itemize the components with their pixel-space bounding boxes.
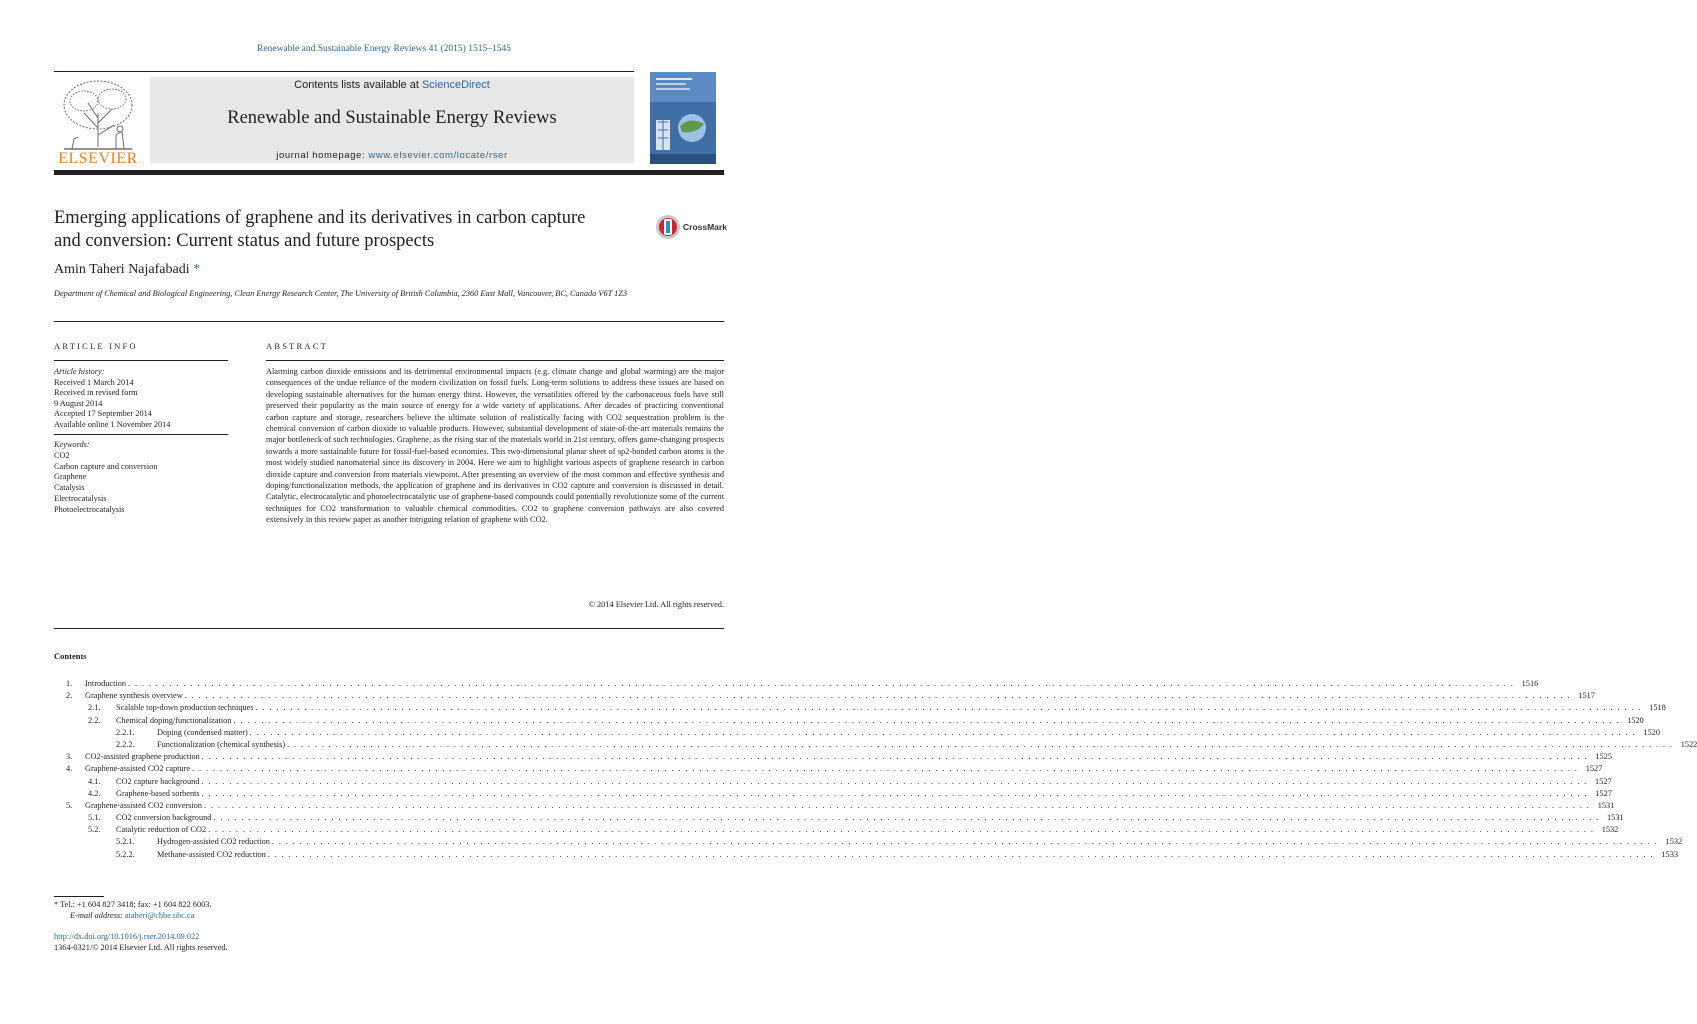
toc-entry[interactable] [54, 813, 1624, 825]
history-entry: Available online 1 November 2014 [54, 419, 171, 429]
article-info-heading: ARTICLE INFO [54, 341, 138, 351]
toc-entry[interactable] [54, 679, 1539, 691]
toc-entry-title[interactable]: Graphene synthesis overview [85, 691, 183, 701]
toc-entry-title[interactable]: Hydrogen-assisted CO2 reduction [157, 837, 270, 847]
toc-entry-page: 1527 [1595, 776, 1612, 786]
contents-heading: Contents [54, 651, 87, 661]
toc-entry-title[interactable]: Functionalization (chemical synthesis) [157, 739, 286, 749]
doi-block [54, 931, 228, 953]
toc-leader-dots: . . . . . . . . . . . . . . . . . . . . . . . . . . . . . . . . . . . . . . . . . . . . . . . . . . . . . . . . . . . . . . . . . . . . . . . . . . . . . . . . . . . . . . . . . . . . . . . . . . . . . . . . . . . . . . . . . . . . . . . . . . . . . . . . . . . . . . . . . . . . . . . . . . . . . . . . . . . . . . . . . . . . . . . . . . . . . . . . . . . . . . . . . . . . . . . . . . . . . . . . [201, 776, 1588, 786]
toc-leader-dots: . . . . . . . . . . . . . . . . . . . . . . . . . . . . . . . . . . . . . . . . . . . . . . . . . . . . . . . . . . . . . . . . . . . . . . . . . . . . . . . . . . . . . . . . . . . . . . . . . . . . . . . . . . . . . . . . . . . . . . . . . . . . . . . . . . . . . . . . . . . . . . . . . . . . . . . . . . . . . . . . . . . . . . . . . . . . . . . . . . . . . . . . . . . . . . . . . . . . . . . . [255, 703, 1642, 713]
history-entry: Received 1 March 2014 [54, 377, 134, 387]
section-rule [54, 628, 724, 629]
toc-entry-number: 5.2. [88, 825, 101, 835]
toc-entry[interactable] [54, 788, 1612, 801]
journal-homepage-link[interactable]: www.elsevier.com/locate/rser [368, 150, 508, 161]
toc-entry-title[interactable]: CO2 conversion background [116, 813, 212, 823]
toc-entry-number: 5. [66, 800, 73, 810]
email-label: E-mail address: [70, 911, 125, 920]
author-email-link[interactable]: ataheri@chbe.ubc.ca [125, 911, 195, 920]
elsevier-publisher-name: ELSEVIER [58, 150, 138, 167]
toc-entry-page: 1531 [1607, 813, 1624, 823]
toc-leader-dots: . . . . . . . . . . . . . . . . . . . . . . . . . . . . . . . . . . . . . . . . . . . . . . . . . . . . . . . . . . . . . . . . . . . . . . . . . . . . . . . . . . . . . . . . . . . . . . . . . . . . . . . . . . . . . . . . . . . . . . . . . . . . . . . . . . . . . . . . . . . . . . . . . . . . . . . . . . . . . . . . . . . . . . . . . . . . . . . . . . . . . . . . . . . . . . . . . . . . . . . . [233, 715, 1620, 725]
journal-cover-image[interactable] [650, 72, 716, 164]
toc-entry-title[interactable]: Methane-assisted CO2 reduction [157, 849, 266, 859]
toc-entry-page: 1522 [1680, 739, 1697, 749]
section-rule [54, 321, 724, 322]
toc-entry[interactable] [54, 691, 1595, 703]
article-title: Emerging applications of graphene and its derivatives in carbon capture and conversion: Current status and future prospects [54, 208, 586, 251]
toc-leader-dots: . . . . . . . . . . . . . . . . . . . . . . . . . . . . . . . . . . . . . . . . . . . . . . . . . . . . . . . . . . . . . . . . . . . . . . . . . . . . . . . . . . . . . . . . . . . . . . . . . . . . . . . . . . . . . . . . . . . . . . . . . . . . . . . . . . . . . . . . . . . . . . . . . . . . . . . . . . . . . . . . . . . . . . . . . . . . . . . . . . . . . . . . . . . . . . . . . . . . . . . . [213, 813, 1600, 823]
toc-entry-number: 2.2. [88, 715, 101, 725]
toc-leader-dots: . . . . . . . . . . . . . . . . . . . . . . . . . . . . . . . . . . . . . . . . . . . . . . . . . . . . . . . . . . . . . . . . . . . . . . . . . . . . . . . . . . . . . . . . . . . . . . . . . . . . . . . . . . . . . . . . . . . . . . . . . . . . . . . . . . . . . . . . . . . . . . . . . . . . . . . . . . . . . . . . . . . . . . . . . . . . . . . . . . . . . . . . . . . . . . . . . . . . . . . . [287, 739, 1674, 749]
keyword: CO2 [54, 450, 70, 460]
keywords-list [54, 440, 228, 516]
toc-leader-dots: . . . . . . . . . . . . . . . . . . . . . . . . . . . . . . . . . . . . . . . . . . . . . . . . . . . . . . . . . . . . . . . . . . . . . . . . . . . . . . . . . . . . . . . . . . . . . . . . . . . . . . . . . . . . . . . . . . . . . . . . . . . . . . . . . . . . . . . . . . . . . . . . . . . . . . . . . . . . . . . . . . . . . . . . . . . . . . . . . . . . . . . . . . . . . . . . . . . . . . . . [128, 679, 1515, 688]
toc-leader-dots: . . . . . . . . . . . . . . . . . . . . . . . . . . . . . . . . . . . . . . . . . . . . . . . . . . . . . . . . . . . . . . . . . . . . . . . . . . . . . . . . . . . . . . . . . . . . . . . . . . . . . . . . . . . . . . . . . . . . . . . . . . . . . . . . . . . . . . . . . . . . . . . . . . . . . . . . . . . . . . . . . . . . . . . . . . . . . . . . . . . . . . . . . . . . . . . . . . . . . . . . [201, 752, 1588, 762]
toc-entry[interactable] [54, 739, 1697, 752]
toc-entry-page: 1527 [1585, 764, 1603, 774]
history-label: Article history: [54, 367, 105, 376]
toc-entry-page: 1527 [1595, 788, 1612, 798]
toc-leader-dots: . . . . . . . . . . . . . . . . . . . . . . . . . . . . . . . . . . . . . . . . . . . . . . . . . . . . . . . . . . . . . . . . . . . . . . . . . . . . . . . . . . . . . . . . . . . . . . . . . . . . . . . . . . . . . . . . . . . . . . . . . . . . . . . . . . . . . . . . . . . . . . . . . . . . . . . . . . . . . . . . . . . . . . . . . . . . . . . . . . . . . . . . . . . . . . . . . . . . . . . . [267, 849, 1654, 859]
toc-leader-dots: . . . . . . . . . . . . . . . . . . . . . . . . . . . . . . . . . . . . . . . . . . . . . . . . . . . . . . . . . . . . . . . . . . . . . . . . . . . . . . . . . . . . . . . . . . . . . . . . . . . . . . . . . . . . . . . . . . . . . . . . . . . . . . . . . . . . . . . . . . . . . . . . . . . . . . . . . . . . . . . . . . . . . . . . . . . . . . . . . . . . . . . . . . . . . . . . . . . . . . . . [201, 788, 1588, 798]
toc-entry-page: 1533 [1661, 849, 1678, 859]
abstract-body: Alarming carbon dioxide emissions and its detrimental environmental impacts (e.g. climate change and global warming) are the major consequences of the undue reliance of the modern civilization on fossil fuels. Long-term solutions to address these issues are based on developing sustainable alternatives for the human energy thirst. However, the versatilities offered by the carbonaceous fuels have still preserved their popularity as the main source of energy for a wide variety of applications. After decades of practicing conventional carbon capture and storage, researchers believe the ultimate solution of realistically facing with CO2 sequestration problem is the chemical conversion of carbon dioxide to valuable products. However, substantial development of state-of-the-art materials remains the major bottleneck of such technologies. Graphene, as the rising star of the materials world in 21st century, offers game-changing prospects towards a more sustainable future for fossil-fuel-based economies. This two-dimensional planar sheet of sp2-bonded carbon atoms is the most widely studied nanomaterial since its discovery in 2004. Here we aim to highlight various aspects of graphene research in carbon dioxide capture and conversion from materials viewpoint. After presenting an overview of the most common and effective synthesis and doping/functionalization methods, the application of graphene and its derivatives in CO2 capture and conversion is discussed in detail. Catalytic, electrocatalytic and photoelectrocatalytic use of graphene-based compounds could potentially revolutionize some of the current techniques for CO2 transformation to valuable chemical commodities. CO2 to graphene conversion pathways are also covered extensively in this review paper as another intriguing relation of graphene with CO2. [266, 367, 724, 525]
toc-entry-number: 2. [66, 691, 73, 701]
toc-entry[interactable] [54, 837, 1683, 849]
toc-entry[interactable] [54, 776, 1612, 789]
abstract-rule [266, 360, 724, 361]
toc-leader-dots: . . . . . . . . . . . . . . . . . . . . . . . . . . . . . . . . . . . . . . . . . . . . . . . . . . . . . . . . . . . . . . . . . . . . . . . . . . . . . . . . . . . . . . . . . . . . . . . . . . . . . . . . . . . . . . . . . . . . . . . . . . . . . . . . . . . . . . . . . . . . . . . . . . . . . . . . . . . . . . . . . . . . . . . . . . . . . . . . . . . . . . . . . . . . . . . . . . . . . . . . [192, 764, 1579, 774]
toc-leader-dots: . . . . . . . . . . . . . . . . . . . . . . . . . . . . . . . . . . . . . . . . . . . . . . . . . . . . . . . . . . . . . . . . . . . . . . . . . . . . . . . . . . . . . . . . . . . . . . . . . . . . . . . . . . . . . . . . . . . . . . . . . . . . . . . . . . . . . . . . . . . . . . . . . . . . . . . . . . . . . . . . . . . . . . . . . . . . . . . . . . . . . . . . . . . . . . . . . . . . . . . . [204, 800, 1591, 810]
history-entry: Accepted 17 September 2014 [54, 409, 152, 418]
author-affiliation: Department of Chemical and Biological Engineering, Clean Energy Research Center, The University of British Columbia, 2360 East Mall, Vancouver, BC, Canada V6T 1Z3 [54, 289, 628, 298]
journal-homepage-line [150, 150, 634, 161]
toc-entry-number: 5.1. [88, 813, 101, 823]
author-line [54, 262, 200, 278]
keywords-rule [54, 434, 228, 435]
toc-entry-number: 4.2. [88, 788, 101, 798]
toc-leader-dots: . . . . . . . . . . . . . . . . . . . . . . . . . . . . . . . . . . . . . . . . . . . . . . . . . . . . . . . . . . . . . . . . . . . . . . . . . . . . . . . . . . . . . . . . . . . . . . . . . . . . . . . . . . . . . . . . . . . . . . . . . . . . . . . . . . . . . . . . . . . . . . . . . . . . . . . . . . . . . . . . . . . . . . . . . . . . . . . . . . . . . . . . . . . . . . . . . . . . . . . . [208, 825, 1595, 835]
toc-entry-page: 1532 [1665, 837, 1683, 847]
toc-entry[interactable] [54, 800, 1615, 813]
abstract-copyright: © 2014 Elsevier Ltd. All rights reserved. [588, 600, 724, 609]
homepage-prefix: journal homepage: [276, 150, 369, 161]
toc-entry-number: 1. [66, 679, 73, 688]
journal-title: Renewable and Sustainable Energy Reviews [227, 108, 557, 128]
keyword: Catalysis [54, 483, 85, 493]
history-entry: Received in revised form [54, 388, 138, 397]
article-info-rule [54, 360, 228, 361]
toc-entry-page: 1517 [1578, 691, 1595, 701]
toc-entry-title[interactable]: Scalable top-down production techniques [116, 703, 254, 713]
footnote [54, 899, 212, 921]
toc-entry-page: 1520 [1643, 727, 1660, 737]
footnote-rule [54, 896, 104, 897]
toc-entry-number: 5.2.2. [116, 849, 135, 859]
masthead-top-rule [54, 71, 634, 72]
toc-entry-number: 5.2.1. [116, 837, 135, 847]
toc-entry-page: 1516 [1521, 679, 1539, 688]
toc-entry-number: 2.1. [88, 703, 101, 713]
toc-leader-dots: . . . . . . . . . . . . . . . . . . . . . . . . . . . . . . . . . . . . . . . . . . . . . . . . . . . . . . . . . . . . . . . . . . . . . . . . . . . . . . . . . . . . . . . . . . . . . . . . . . . . . . . . . . . . . . . . . . . . . . . . . . . . . . . . . . . . . . . . . . . . . . . . . . . . . . . . . . . . . . . . . . . . . . . . . . . . . . . . . . . . . . . . . . . . . . . . . . . . . . . . [271, 837, 1659, 847]
doi-link[interactable]: http://dx.doi.org/10.1016/j.rser.2014.09.022 [54, 932, 200, 941]
toc-entry-title[interactable]: Introduction [85, 679, 127, 688]
toc-entry[interactable] [54, 764, 1603, 776]
footnote-email-line [54, 910, 212, 921]
keywords-label: Keywords: [54, 440, 90, 449]
toc-entry-number: 4. [66, 764, 73, 774]
toc-entry-title[interactable]: Graphene-assisted CO2 conversion [85, 800, 203, 810]
toc-entry-number: 2.2.2. [116, 739, 135, 749]
crossmark-label[interactable]: CrossMark [683, 222, 727, 232]
toc-entry[interactable] [54, 703, 1666, 715]
keyword: Photoelectrocatalysis [54, 504, 125, 514]
sciencedirect-link[interactable]: ScienceDirect [421, 79, 490, 91]
toc-leader-dots: . . . . . . . . . . . . . . . . . . . . . . . . . . . . . . . . . . . . . . . . . . . . . . . . . . . . . . . . . . . . . . . . . . . . . . . . . . . . . . . . . . . . . . . . . . . . . . . . . . . . . . . . . . . . . . . . . . . . . . . . . . . . . . . . . . . . . . . . . . . . . . . . . . . . . . . . . . . . . . . . . . . . . . . . . . . . . . . . . . . . . . . . . . . . . . . . . . . . . . . . [249, 727, 1636, 737]
abstract-heading: ABSTRACT [266, 341, 328, 351]
toc-entry-page: 1520 [1627, 715, 1644, 725]
keyword: Carbon capture and conversion [54, 461, 158, 471]
history-entry: 9 August 2014 [54, 398, 103, 408]
contents-prefix: Contents lists available at [294, 79, 422, 91]
keyword: Electrocatalysis [54, 493, 107, 503]
toc-leader-dots: . . . . . . . . . . . . . . . . . . . . . . . . . . . . . . . . . . . . . . . . . . . . . . . . . . . . . . . . . . . . . . . . . . . . . . . . . . . . . . . . . . . . . . . . . . . . . . . . . . . . . . . . . . . . . . . . . . . . . . . . . . . . . . . . . . . . . . . . . . . . . . . . . . . . . . . . . . . . . . . . . . . . . . . . . . . . . . . . . . . . . . . . . . . . . . . . . . . . . . . . [184, 691, 1571, 701]
table-of-contents [54, 679, 1697, 862]
toc-entry-number: 3. [66, 752, 73, 762]
keyword: Graphene [54, 472, 87, 482]
toc-entry-page: 1532 [1601, 825, 1619, 835]
masthead-bottom-rule [54, 170, 724, 175]
author-name: Amin Taheri Najafabadi [54, 262, 190, 277]
toc-entry[interactable] [54, 849, 1678, 862]
toc-entry-page: 1525 [1595, 752, 1612, 762]
corresponding-author-marker[interactable]: * [193, 262, 201, 277]
contents-available-line [150, 79, 634, 91]
toc-entry[interactable] [54, 727, 1660, 740]
toc-entry-title[interactable]: Graphene-based sorbents [116, 788, 200, 798]
toc-entry-title[interactable]: Catalytic reduction of CO2 [116, 825, 207, 835]
toc-entry-number: 2.2.1. [116, 727, 135, 737]
toc-entry-title[interactable]: Graphene-assisted CO2 capture [85, 764, 191, 774]
toc-entry-page: 1518 [1649, 703, 1666, 713]
toc-entry-title[interactable]: Chemical doping/functionalization [116, 715, 232, 725]
footnote-tel: * Tel.: +1 604 827 3418; fax: +1 604 822 6003. [54, 900, 212, 909]
toc-entry-number: 4.1. [88, 776, 101, 786]
issn-copyright: 1364-0321/© 2014 Elsevier Ltd. All rights reserved. [54, 943, 228, 952]
toc-entry-title[interactable]: Doping (condensed matter) [157, 727, 248, 737]
toc-entry[interactable] [54, 715, 1644, 728]
toc-entry[interactable] [54, 825, 1619, 837]
article-history [54, 367, 228, 430]
toc-entry-page: 1531 [1597, 800, 1615, 810]
journal-citation[interactable]: Renewable and Sustainable Energy Reviews 41 (2015) 1515–1545 [257, 44, 511, 54]
toc-entry[interactable] [54, 752, 1612, 764]
toc-entry-title[interactable]: CO2-assisted graphene production [85, 752, 200, 762]
toc-entry-title[interactable]: CO2 capture background [116, 776, 200, 786]
